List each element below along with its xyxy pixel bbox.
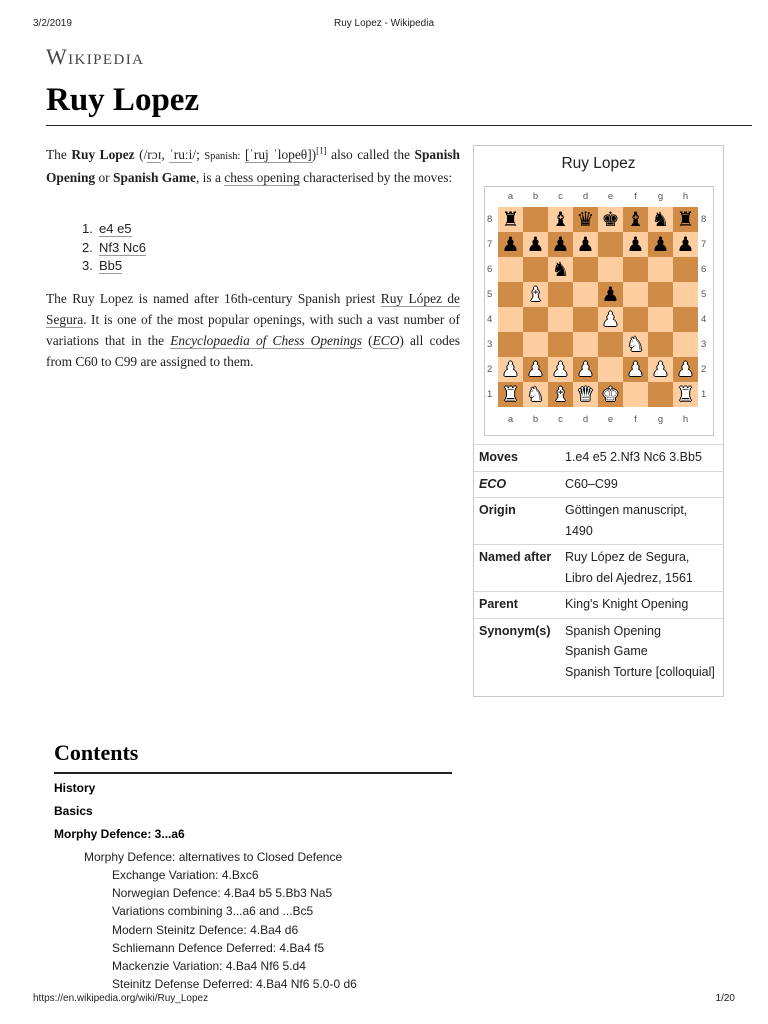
white-queen-icon: ♛	[576, 382, 595, 406]
rank-label: 8	[487, 214, 493, 225]
infobox-table	[474, 444, 723, 685]
square-h2[interactable]	[673, 357, 698, 382]
print-header	[0, 18, 768, 32]
square-f5[interactable]	[623, 282, 648, 307]
infobox-value-line[interactable]: C60–C99	[565, 476, 618, 491]
infobox-title: Ruy Lopez	[561, 155, 636, 172]
rank-label: 6	[701, 264, 707, 275]
black-pawn-icon: ♟	[576, 232, 595, 256]
white-rook-icon: ♜	[501, 382, 520, 406]
chess-diagram	[484, 186, 714, 436]
infobox-value	[565, 500, 717, 541]
move-link[interactable]: Bb5	[99, 258, 123, 273]
contents-item[interactable]: Morphy Defence: alternatives to Closed Defence	[84, 850, 343, 864]
black-pawn-icon: ♟	[601, 282, 620, 306]
square-e2[interactable]	[598, 357, 623, 382]
square-f1[interactable]	[623, 382, 648, 407]
square-h4[interactable]	[673, 307, 698, 332]
file-label: g	[657, 191, 664, 202]
rank-label: 1	[701, 389, 707, 400]
square-g8[interactable]	[648, 207, 673, 232]
alt-name-1: Spanish Opening	[46, 147, 460, 185]
rank-label: 3	[701, 339, 707, 350]
file-label: a	[507, 191, 514, 202]
infobox-value	[565, 621, 717, 683]
infobox-key: Moves	[479, 450, 518, 464]
square-e8[interactable]	[598, 207, 623, 232]
eco-abbr-link[interactable]: ECO	[372, 333, 400, 348]
move-link[interactable]: Nf3 Nc6	[99, 239, 146, 255]
square-e6[interactable]	[598, 257, 623, 282]
file-label: e	[607, 414, 614, 425]
square-b8[interactable]	[523, 207, 548, 232]
file-labels-bottom	[498, 414, 698, 426]
print-date: 3/2/2019	[33, 18, 72, 29]
black-pawn-icon: ♟	[676, 232, 695, 256]
square-b6[interactable]	[523, 257, 548, 282]
table-of-contents	[54, 740, 454, 993]
rank-label: 1	[487, 389, 493, 400]
infobox-row	[474, 544, 723, 591]
spanish-label[interactable]: Spanish:	[204, 151, 241, 162]
print-page-number: 1/20	[715, 993, 735, 1004]
rank-label: 8	[701, 214, 707, 225]
black-pawn-icon: ♟	[551, 232, 570, 256]
print-url: https://en.wikipedia.org/wiki/Ruy_Lopez	[33, 993, 209, 1004]
infobox-value-line[interactable]: King's Knight Opening	[565, 597, 689, 611]
file-label: b	[532, 191, 539, 202]
white-bishop-icon: ♝	[551, 382, 570, 406]
rank-label: 2	[487, 364, 493, 375]
contents-item[interactable]: Basics	[54, 804, 93, 818]
square-h1[interactable]	[673, 382, 698, 407]
square-g5[interactable]	[648, 282, 673, 307]
wikipedia-wordmark[interactable]: Wikipedia	[46, 44, 145, 69]
square-f2[interactable]	[623, 357, 648, 382]
square-d4[interactable]	[573, 307, 598, 332]
contents-item[interactable]: History	[54, 781, 96, 795]
square-a2[interactable]	[498, 357, 523, 382]
infobox-key: Origin	[479, 503, 516, 517]
white-bishop-icon: ♝	[526, 282, 545, 306]
white-pawn-icon: ♟	[551, 357, 570, 381]
infobox-value	[565, 474, 717, 495]
move-link[interactable]: e4 e5	[99, 221, 132, 236]
title-divider	[46, 125, 752, 126]
square-f3[interactable]	[623, 332, 648, 357]
infobox-value-line[interactable]: Spanish Torture [colloquial]	[565, 664, 715, 679]
square-g4[interactable]	[648, 307, 673, 332]
move-item: 3. Bb5	[82, 258, 123, 273]
square-c1[interactable]	[548, 382, 573, 407]
white-pawn-icon: ♟	[601, 307, 620, 331]
black-rook-icon: ♜	[501, 207, 520, 231]
chessboard[interactable]	[498, 207, 698, 407]
rank-labels-left	[487, 213, 495, 413]
infobox-value-line[interactable]: Ruy López de Segura, Libro del Ajedrez, 1561	[565, 550, 693, 585]
move-item: 2. Nf3 Nc6	[82, 239, 146, 255]
black-knight-icon: ♞	[651, 207, 670, 231]
square-g1[interactable]	[648, 382, 673, 407]
square-b1[interactable]	[523, 382, 548, 407]
black-pawn-icon: ♟	[651, 232, 670, 256]
square-h8[interactable]	[673, 207, 698, 232]
square-f6[interactable]	[623, 257, 648, 282]
spanish-ipa-link[interactable]: [ˈruj ˈlopeθ]	[244, 147, 312, 162]
contents-item[interactable]: Mackenzie Variation: 4.Ba4 Nf6 5.d4	[112, 959, 306, 974]
chess-opening-link[interactable]: chess opening	[224, 170, 300, 185]
contents-item[interactable]: Variations combining 3...a6 and ...Bc5	[112, 904, 314, 919]
rank-label: 4	[701, 314, 707, 325]
file-label: b	[532, 414, 539, 425]
black-king-icon: ♚	[601, 207, 620, 231]
rank-label: 7	[701, 239, 707, 250]
infobox-row	[474, 471, 723, 498]
infobox-value-line[interactable]: Spanish Opening	[565, 623, 661, 638]
print-footer	[0, 993, 768, 1007]
move-item: 1. e4 e5	[82, 221, 132, 236]
square-b3[interactable]	[523, 332, 548, 357]
square-d6[interactable]	[573, 257, 598, 282]
file-label: c	[558, 414, 563, 425]
contents-item[interactable]: Morphy Defence: 3...a6	[54, 827, 185, 841]
square-c2[interactable]	[548, 357, 573, 382]
black-bishop-icon: ♝	[626, 207, 645, 231]
infobox-row	[474, 497, 723, 544]
square-e5[interactable]	[598, 282, 623, 307]
contents-item[interactable]: Schliemann Defence Deferred: 4.Ba4 f5	[112, 940, 325, 955]
reference-1[interactable]: [1]	[316, 145, 327, 156]
square-d1[interactable]	[573, 382, 598, 407]
infobox-key: Synonym(s)	[479, 623, 551, 638]
eco-book-link[interactable]: Encyclopaedia of Chess Openings	[170, 333, 362, 348]
square-a8[interactable]	[498, 207, 523, 232]
file-label: a	[507, 414, 514, 425]
rank-label: 5	[487, 289, 493, 300]
square-b5[interactable]	[523, 282, 548, 307]
square-f8[interactable]	[623, 207, 648, 232]
black-pawn-icon: ♟	[526, 232, 545, 256]
black-bishop-icon: ♝	[551, 207, 570, 231]
rank-label: 7	[487, 239, 493, 250]
file-label: g	[657, 414, 664, 425]
square-a1[interactable]	[498, 382, 523, 407]
infobox-value-line[interactable]: 1.e4 e5 2.Nf3 Nc6 3.Bb5	[565, 450, 702, 464]
ruy-lopez-de-segura-link[interactable]: Ruy López de Segura	[46, 291, 460, 327]
square-c8[interactable]	[548, 207, 573, 232]
pronunciation-link-1[interactable]: rɔɪ	[147, 147, 162, 162]
file-label: c	[558, 191, 563, 202]
contents-divider	[54, 772, 452, 774]
square-g7[interactable]	[648, 232, 673, 257]
infobox-row	[474, 444, 723, 471]
file-label: h	[682, 191, 689, 202]
file-label: h	[682, 414, 689, 425]
contents-item[interactable]: Steinitz Defense Deferred: 4.Ba4 Nf6 5.0-0 d6	[112, 977, 357, 992]
square-d3[interactable]	[573, 332, 598, 357]
infobox-value	[565, 594, 717, 615]
square-a5[interactable]	[498, 282, 523, 307]
square-g3[interactable]	[648, 332, 673, 357]
square-a6[interactable]	[498, 257, 523, 282]
square-f7[interactable]	[623, 232, 648, 257]
square-a3[interactable]	[498, 332, 523, 357]
black-knight-icon: ♞	[551, 257, 570, 281]
square-b7[interactable]	[523, 232, 548, 257]
infobox-value	[565, 447, 717, 468]
infobox-key: Named after	[479, 550, 552, 564]
black-rook-icon: ♜	[676, 207, 695, 231]
rank-label: 2	[701, 364, 707, 375]
square-h5[interactable]	[673, 282, 698, 307]
square-g6[interactable]	[648, 257, 673, 282]
contents-heading: Contents	[54, 740, 139, 765]
opening-moves-list	[82, 220, 146, 276]
file-label: f	[634, 414, 637, 425]
white-knight-icon: ♞	[626, 332, 645, 356]
square-a7[interactable]	[498, 232, 523, 257]
square-h6[interactable]	[673, 257, 698, 282]
white-knight-icon: ♞	[526, 382, 545, 406]
square-c6[interactable]	[548, 257, 573, 282]
black-pawn-icon: ♟	[501, 232, 520, 256]
white-pawn-icon: ♟	[576, 357, 595, 381]
contents-list	[54, 780, 454, 993]
infobox	[473, 145, 724, 697]
white-pawn-icon: ♟	[526, 357, 545, 381]
rank-labels-right	[701, 213, 709, 413]
alt-name-2: Spanish Game	[113, 170, 196, 185]
contents-item[interactable]: Exchange Variation: 4.Bxc6	[112, 868, 259, 882]
infobox-key: Parent	[479, 597, 518, 611]
print-page-title: Ruy Lopez - Wikipedia	[333, 18, 435, 29]
file-label: e	[607, 191, 614, 202]
square-a4[interactable]	[498, 307, 523, 332]
square-c7[interactable]	[548, 232, 573, 257]
square-f4[interactable]	[623, 307, 648, 332]
square-g2[interactable]	[648, 357, 673, 382]
white-rook-icon: ♜	[676, 382, 695, 406]
square-b4[interactable]	[523, 307, 548, 332]
lead-paragraph: The Ruy Lopez (/rɔɪ, ˈruːi/; Spanish: [ˈruj ˈlopeθ])[1] also called the Spanish Opening or Spanish Game, is a chess opening characterised by the moves:	[46, 145, 460, 185]
square-d7[interactable]	[573, 232, 598, 257]
article-name: Ruy Lopez	[71, 147, 135, 162]
infobox-row	[474, 618, 723, 686]
black-queen-icon: ♛	[576, 207, 595, 231]
rank-label: 5	[701, 289, 707, 300]
infobox-key[interactable]: ECO	[479, 476, 507, 491]
square-d8[interactable]	[573, 207, 598, 232]
pronunciation-link-2[interactable]: ˈruːi	[169, 147, 193, 162]
white-pawn-icon: ♟	[501, 357, 520, 381]
white-pawn-icon: ♟	[626, 357, 645, 381]
square-e4[interactable]	[598, 307, 623, 332]
white-pawn-icon: ♟	[651, 357, 670, 381]
square-d2[interactable]	[573, 357, 598, 382]
page-title: Ruy Lopez	[46, 82, 200, 118]
square-b2[interactable]	[523, 357, 548, 382]
square-c5[interactable]	[548, 282, 573, 307]
square-c4[interactable]	[548, 307, 573, 332]
file-label: f	[634, 191, 637, 202]
infobox-row	[474, 591, 723, 618]
infobox-value-line[interactable]: Göttingen manuscript, 1490	[565, 503, 688, 538]
white-king-icon: ♚	[601, 382, 620, 406]
infobox-value	[565, 547, 717, 588]
square-d5[interactable]	[573, 282, 598, 307]
square-h7[interactable]	[673, 232, 698, 257]
black-pawn-icon: ♟	[626, 232, 645, 256]
rank-label: 4	[487, 314, 493, 325]
infobox-value-line[interactable]: Spanish Game	[565, 644, 648, 658]
square-e3[interactable]	[598, 332, 623, 357]
file-label: d	[582, 414, 589, 425]
contents-item[interactable]: Modern Steinitz Defence: 4.Ba4 d6	[112, 922, 299, 937]
history-paragraph: The Ruy Lopez is named after 16th-century Spanish priest Ruy López de Segura. It is one of the most popular openings, with such a vast number of variations that in the Encyclopaedia of Chess Openings (ECO) all codes from C60 to C99 are assigned to them.	[46, 291, 461, 369]
square-h3[interactable]	[673, 332, 698, 357]
white-pawn-icon: ♟	[676, 357, 695, 381]
square-c3[interactable]	[548, 332, 573, 357]
contents-item[interactable]: Norwegian Defence: 4.Ba4 b5 5.Bb3 Na5	[112, 886, 333, 901]
file-labels-top	[498, 191, 698, 203]
square-e1[interactable]	[598, 382, 623, 407]
rank-label: 3	[487, 339, 493, 350]
file-label: d	[582, 191, 589, 202]
rank-label: 6	[487, 264, 493, 275]
square-e7[interactable]	[598, 232, 623, 257]
